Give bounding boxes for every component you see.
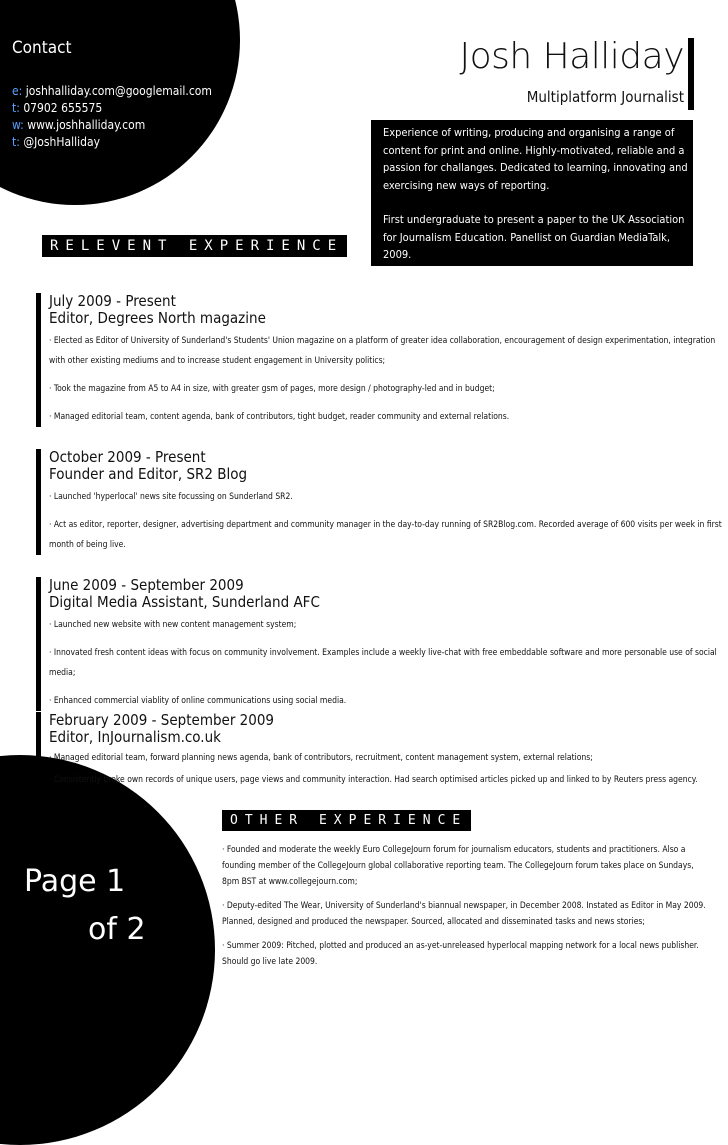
twitter-label: t: <box>12 135 20 149</box>
summary-box <box>371 120 693 266</box>
other-experience-item: · Summer 2009: Pitched, plotted and produced an as-yet-unreleased hyperlocal mapping network for a local news publisher. Should go live late 2009. <box>222 941 699 967</box>
twitter-value[interactable]: @JoshHalliday <box>23 135 100 149</box>
job-title: Founder and Editor, SR2 Blog <box>49 465 248 483</box>
job-bullet: · Launched new website with new content management system; <box>49 620 297 630</box>
job-entry <box>36 712 728 790</box>
other-experience-list <box>222 842 712 978</box>
job-date: July 2009 - Present <box>49 292 176 310</box>
job-bullet: · Consistently broke own records of unique users, page views and community interaction. Had search optimised articles picked up and linked to by Reuters press agency. <box>49 775 698 785</box>
contact-tel-row <box>12 100 212 117</box>
job-bullet: · Took the magazine from A5 to A4 in size, with greater gsm of pages, more design / photography-led and in budget; <box>49 384 495 394</box>
other-experience-heading: OTHER EXPERIENCE <box>222 810 471 831</box>
job-date: June 2009 - September 2009 <box>49 576 244 594</box>
job-title: Editor, InJournalism.co.uk <box>49 728 221 746</box>
job-date: February 2009 - September 2009 <box>49 711 274 729</box>
email-value[interactable]: joshhalliday.com@googlemail.com <box>25 84 212 98</box>
web-value[interactable]: www.joshhalliday.com <box>27 118 146 132</box>
job-bullet: · Launched 'hyperlocal' news site focussing on Sunderland SR2. <box>49 492 293 502</box>
tel-value: 07902 655575 <box>23 101 103 115</box>
job-bullet: · Act as editor, reporter, designer, advertising department and community manager in the day-to-day running of SR2Blog.com. Recorded average of 600 visits per week in first month of being live. <box>49 520 722 550</box>
job-bullet: · Elected as Editor of University of Sunderland's Students' Union magazine on a platform of greater idea collaboration, encouragement of design experimentation, integration with other existing mediums and to increase student engagement in University politics; <box>49 336 716 366</box>
other-experience-item: · Founded and moderate the weekly Euro CollegeJourn forum for journalism educators, students and practitioners. Also a founding member of the CollegeJourn global collaborative reporting team. The CollegeJourn forum takes place on Sundays, 8pm BST at www.collegejourn.com; <box>222 845 694 887</box>
job-date: October 2009 - Present <box>49 448 206 466</box>
job-bullet: · Managed editorial team, content agenda, bank of contributors, tight budget, reader community and external relations. <box>49 412 510 422</box>
contact-web-row <box>12 117 212 134</box>
job-bullet: · Innovated fresh content ideas with focus on community involvement. Examples include a weekly live-chat with free embeddable software and more personable use of social media; <box>49 648 717 678</box>
job-title: Editor, Degrees North magazine <box>49 309 266 327</box>
contact-title: Contact <box>12 38 72 58</box>
relevant-experience-heading: RELEVENT EXPERIENCE <box>42 235 347 257</box>
candidate-name: Josh Halliday <box>459 36 684 77</box>
job-entry <box>36 293 728 427</box>
email-label: e: <box>12 84 23 98</box>
summary-paragraph-2: First undergraduate to present a paper to the UK Association for Journalism Education. Panellist on Guardian MediaTalk, 2009. <box>383 213 685 261</box>
job-entry <box>36 577 728 711</box>
header-divider-bar <box>688 38 694 110</box>
page-number-line-2: of 2 <box>88 912 146 947</box>
tel-label: t: <box>12 101 20 115</box>
job-bullet: · Enhanced commercial viablity of online communications using social media. <box>49 696 347 706</box>
contact-block <box>12 40 212 151</box>
bottom-decorative-circle <box>0 755 215 1145</box>
candidate-role: Multiplatform Journalist <box>526 88 684 106</box>
job-bullet: · Managed editorial team, forward planning news agenda, bank of contributors, recruitment, content management system, external relations; <box>49 753 593 763</box>
page-number-line-1: Page 1 <box>24 864 126 899</box>
other-experience-item: · Deputy-edited The Wear, University of Sunderland's biannual newspaper, in December 2008. Instated as Editor in May 2009. Planned, designed and produced the newspaper. Sourced, allocated and disseminated tasks and news stories; <box>222 901 706 927</box>
job-entry <box>36 449 728 555</box>
job-title: Digital Media Assistant, Sunderland AFC <box>49 593 320 611</box>
contact-email-row <box>12 83 212 100</box>
summary-paragraph-1: Experience of writing, producing and organising a range of content for print and online. Highly-motivated, reliable and a passion for challanges. Dedicated to learning, innovating and exercising new ways of reporting. <box>383 126 688 192</box>
contact-twitter-row <box>12 134 212 151</box>
web-label: w: <box>12 118 24 132</box>
